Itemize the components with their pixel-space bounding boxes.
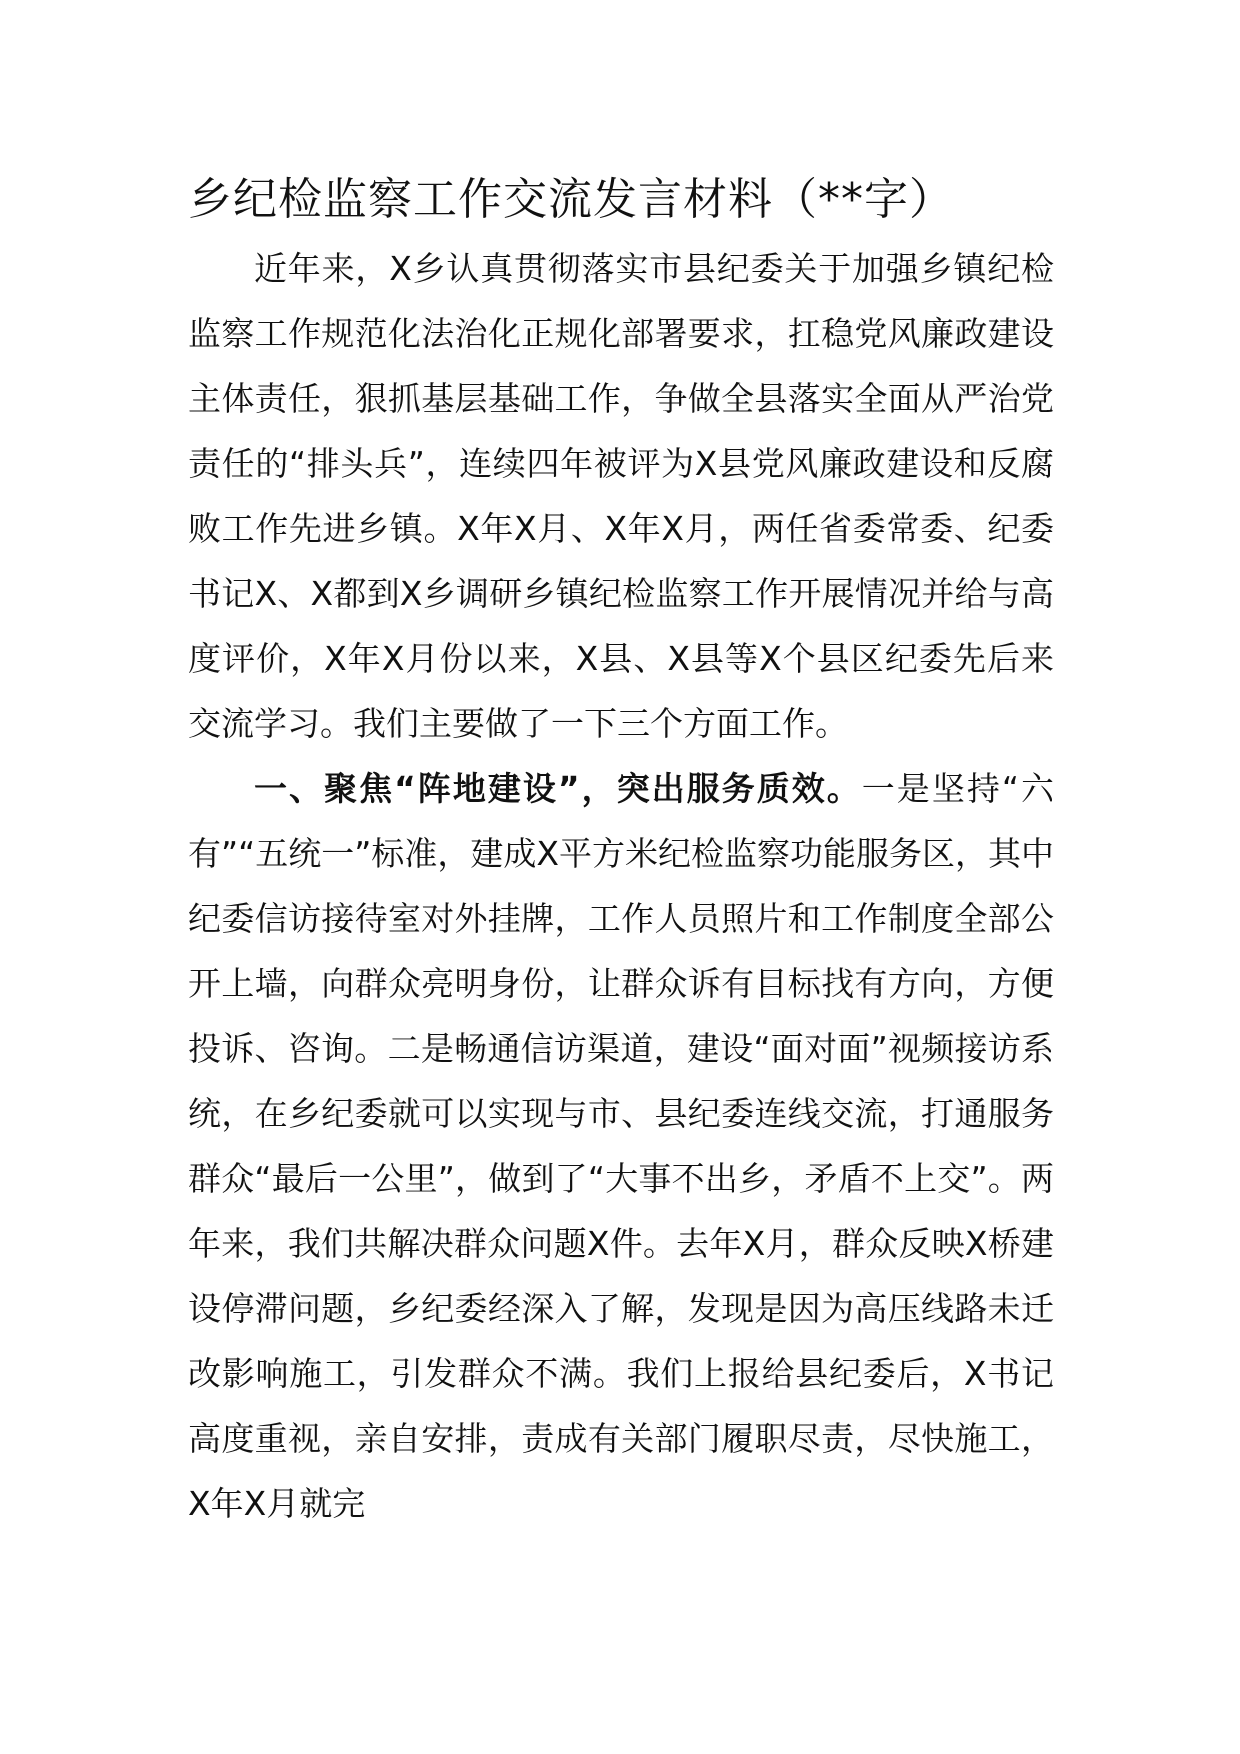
paragraph-intro bbox=[188, 236, 1054, 756]
document-body bbox=[188, 236, 1054, 1536]
paragraph-text: 近年来，X乡认真贯彻落实市县纪委关于加强乡镇纪检监察工作规范化法治化正规化部署要求，扛稳党风廉政建设主体责任，狠抓基层基础工作，争做全县落实全面从严治党责任的“排头兵”，连续四年被评为X县党风廉政建设和反腐败工作先进乡镇。X年X月、X年X月，两任省委常委、纪委书记X、X都到X乡调研乡镇纪检监察工作开展情况并给与高度评价，X年X月份以来，X县、X县等X个县区纪委先后来交流学习。我们主要做了一下三个方面工作。 bbox=[188, 249, 1054, 743]
paragraph-text: 一是坚持“六有”“五统一”标准，建成X平方米纪检监察功能服务区，其中纪委信访接待室对外挂牌，工作人员照片和工作制度全部公开上墙，向群众亮明身份，让群众诉有目标找有方向，方便投诉、咨询。二是畅通信访渠道，建设“面对面”视频接访系统，在乡纪委就可以实现与市、县纪委连线交流，打通服务群众“最后一公里”，做到了“大事不出乡，矛盾不上交”。两年来，我们共解决群众问题X件。去年X月，群众反映X桥建设停滞问题，乡纪委经深入了解，发现是因为高压线路未迁改影响施工，引发群众不满。我们上报给县纪委后，X书记高度重视，亲自安排，责成有关部门履职尽责，尽快施工，X年X月就完 bbox=[188, 769, 1054, 1523]
section-heading: 一、聚焦“阵地建设”，突出服务质效。 bbox=[254, 769, 862, 808]
paragraph-section-1 bbox=[188, 756, 1054, 1536]
document-title: 乡纪检监察工作交流发言材料（**字） bbox=[188, 174, 954, 225]
